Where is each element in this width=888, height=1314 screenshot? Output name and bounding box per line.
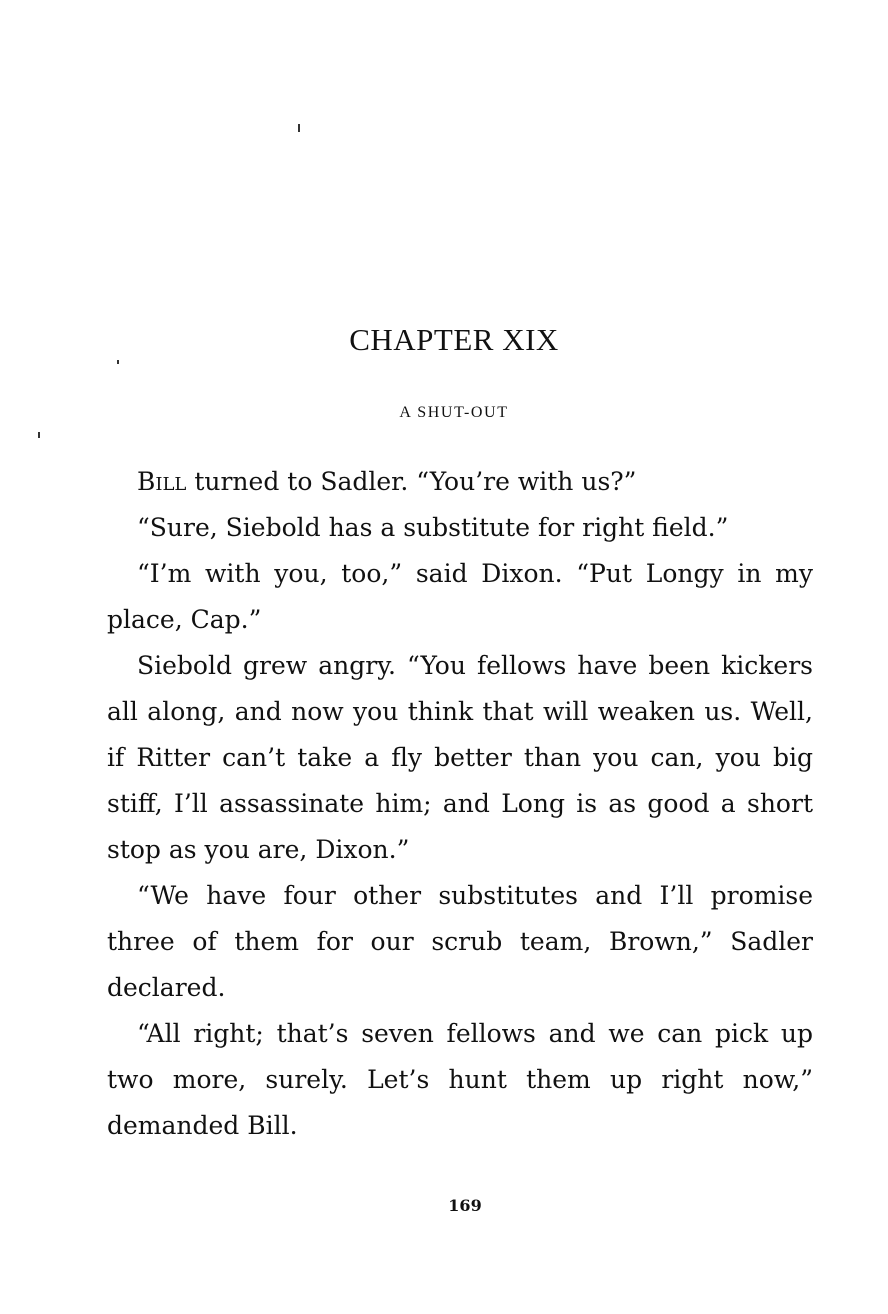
paragraph <box>107 643 813 873</box>
print-speck <box>298 124 300 132</box>
print-speck <box>117 360 119 364</box>
lead-word: Bill <box>137 467 187 496</box>
paragraph-text: turned to Sadler. “You’re with us?” <box>186 467 637 496</box>
paragraph <box>107 459 813 505</box>
chapter-subtitle: A SHUT-OUT <box>399 404 509 421</box>
paragraph <box>107 873 813 1011</box>
chapter-title: CHAPTER XIX <box>349 322 559 357</box>
paragraph <box>107 551 813 643</box>
paragraph-text: “Sure, Siebold has a substitute for right field.” <box>137 513 729 542</box>
page-number: 169 <box>448 1196 482 1215</box>
paragraph <box>107 1011 813 1149</box>
paragraph-text: “We have four other substitutes and I’ll promise three of them for our scrub team, Brown,” Sadler declared. <box>107 881 813 1002</box>
print-speck <box>38 432 40 438</box>
paragraph-text: Siebold grew angry. “You fellows have been kickers all along, and now you think that will weaken us. Well, if Ritter can’t take a fly better than you can, you big stiff, I’ll assassinate him; and Long is as good a short stop as you are, Dixon.” <box>107 651 813 864</box>
paragraph-text: “All right; that’s seven fellows and we can pick up two more, surely. Let’s hunt them up right now,” demanded Bill. <box>107 1019 813 1140</box>
chapter-body <box>107 459 813 1149</box>
paragraph-text: “I’m with you, too,” said Dixon. “Put Longy in my place, Cap.” <box>107 559 813 634</box>
paragraph <box>107 505 813 551</box>
